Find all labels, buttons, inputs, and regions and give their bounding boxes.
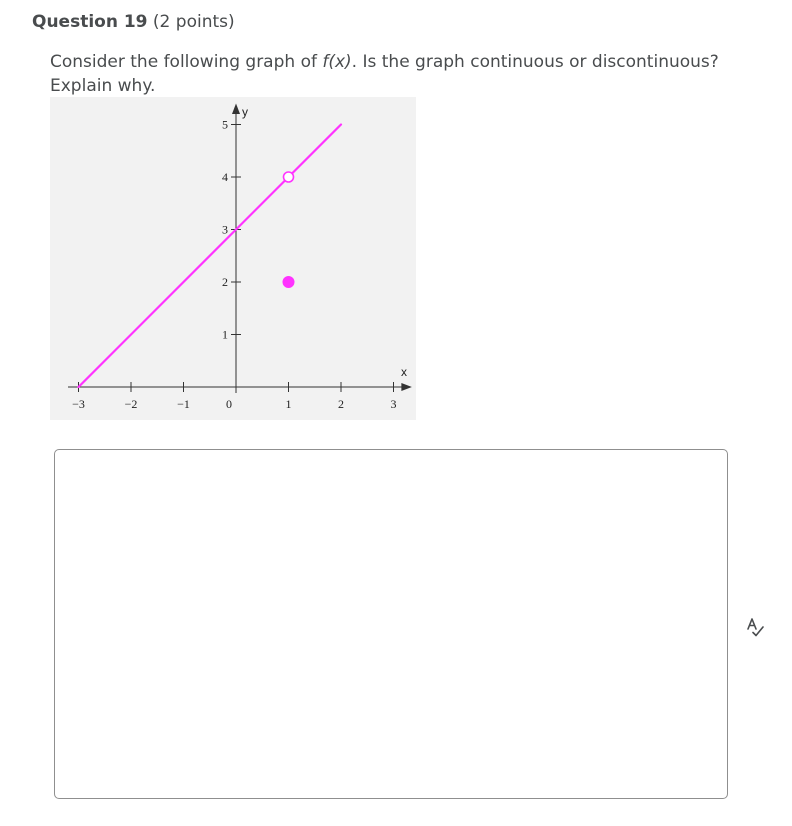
prompt-function: f(x): [322, 52, 352, 72]
prompt-text-after: . Is the graph continuous or discontinuous? Explain why.: [50, 52, 719, 96]
question-points: (2 points): [152, 12, 235, 32]
x-tick-label: 0: [226, 397, 232, 411]
closed-point: [283, 277, 294, 288]
graph-background: [50, 97, 416, 420]
x-tick-label: −3: [72, 397, 85, 411]
spellcheck-icon-svg: [744, 616, 766, 638]
question-header: [32, 11, 235, 33]
x-axis-label: x: [401, 365, 407, 379]
x-tick-label: 3: [390, 397, 397, 411]
function-graph: [50, 97, 416, 420]
question-prompt: [50, 50, 770, 98]
y-tick-label: 3: [222, 222, 228, 237]
x-tick-label: −2: [124, 397, 138, 411]
graph-svg: [50, 97, 416, 420]
y-tick-label: 1: [222, 327, 228, 342]
y-tick-label: 2: [222, 275, 228, 289]
open-point: [284, 172, 294, 182]
y-axis-label: y: [242, 105, 248, 119]
answer-textarea[interactable]: [54, 449, 728, 799]
prompt-text-before: Consider the following graph of: [50, 52, 323, 72]
x-tick-label: 1: [285, 397, 292, 411]
question-number: Question 19: [32, 12, 148, 32]
y-tick-label: 5: [222, 117, 228, 132]
x-tick-label: 2: [338, 397, 344, 411]
x-tick-label: −1: [177, 397, 190, 411]
spellcheck-icon[interactable]: [744, 616, 766, 638]
y-tick-label: 4: [222, 170, 228, 184]
